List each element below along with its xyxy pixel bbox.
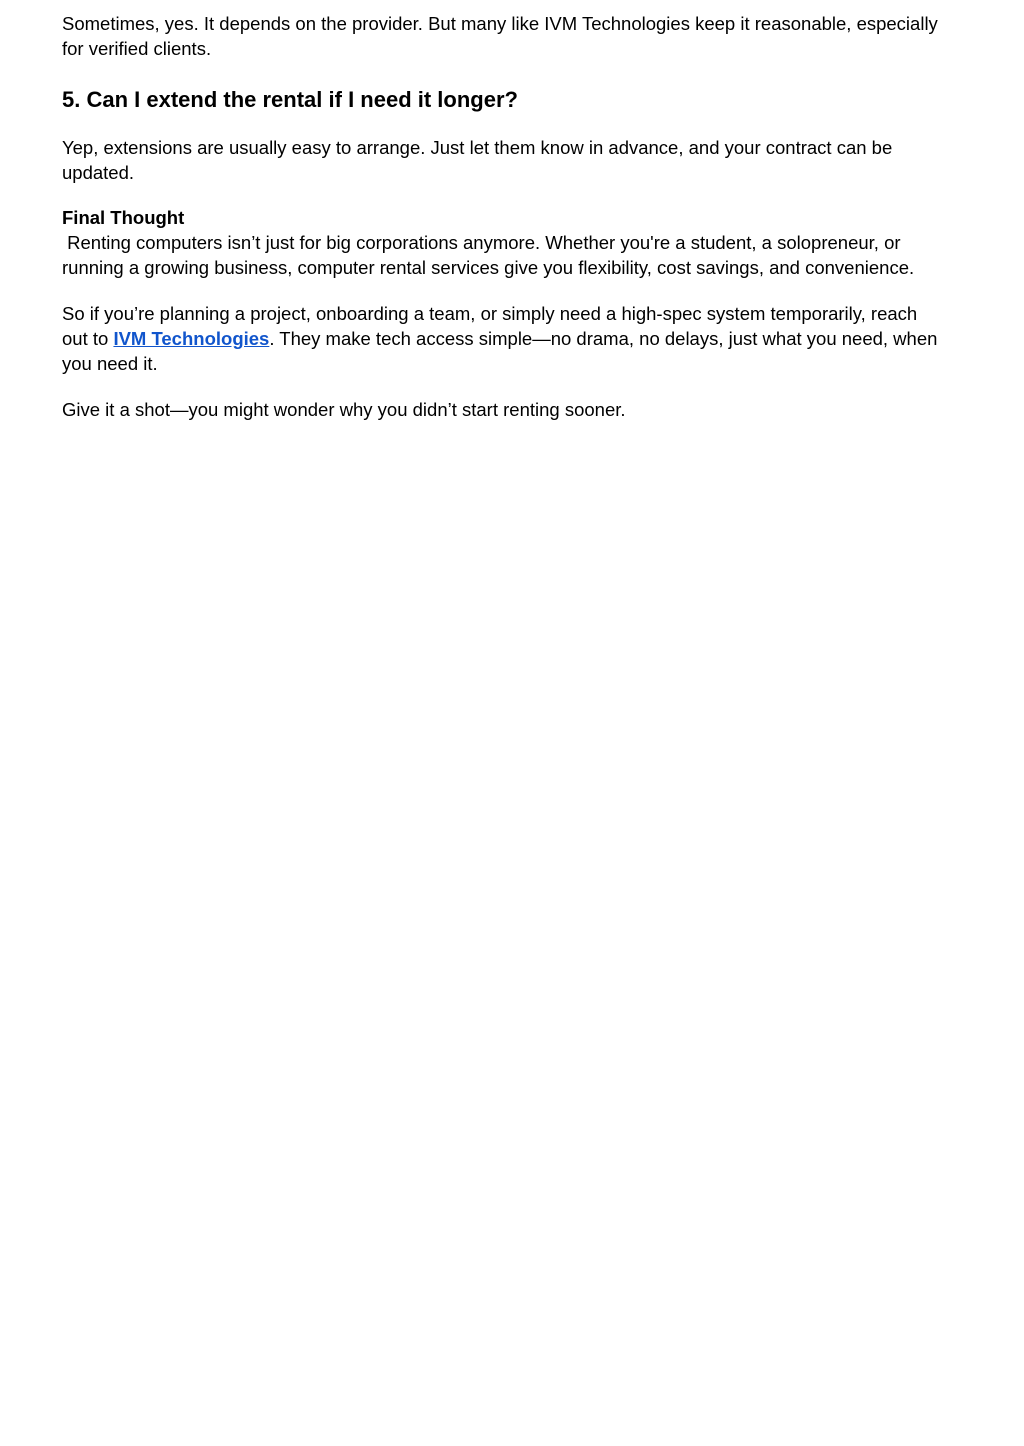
ivm-technologies-link[interactable]: IVM Technologies xyxy=(113,328,270,349)
faq-answer-4-line-1: Sometimes, yes. It depends on the provider. But many like IVM Technologies keep it reasonable, especially xyxy=(62,13,938,34)
faq-question-5-heading: 5. Can I extend the rental if I need it longer? xyxy=(62,87,518,112)
closing-line-1: So if you’re planning a project, onboarding a team, or simply need a high-spec system temporarily, reach xyxy=(62,303,918,324)
closing-paragraph xyxy=(62,301,962,376)
closing-line-3: you need it. xyxy=(62,353,158,374)
faq-answer-5-line-2: updated. xyxy=(62,162,135,183)
faq-answer-4 xyxy=(62,11,962,61)
final-thought-title: Final Thought xyxy=(62,207,185,228)
closing-line-2-suffix: . They make tech access simple—no drama, no delays, just what you need, when xyxy=(269,328,938,349)
faq-answer-5-line-1: Yep, extensions are usually easy to arrange. Just let them know in advance, and your contract can be xyxy=(62,137,893,158)
faq-answer-4-line-2: for verified clients. xyxy=(62,38,212,59)
final-thought-section xyxy=(62,205,962,280)
closing-line-2-prefix: out to xyxy=(62,328,114,349)
final-thought-body-line-2: running a growing business, computer rental services give you flexibility, cost savings, and convenience. xyxy=(62,257,915,278)
faq-answer-5 xyxy=(62,135,962,185)
closing-last-line: Give it a shot—you might wonder why you didn’t start renting sooner. xyxy=(62,399,626,420)
final-thought-body-line-1: Renting computers isn’t just for big corporations anymore. Whether you're a student, a solopreneur, or xyxy=(62,232,901,253)
